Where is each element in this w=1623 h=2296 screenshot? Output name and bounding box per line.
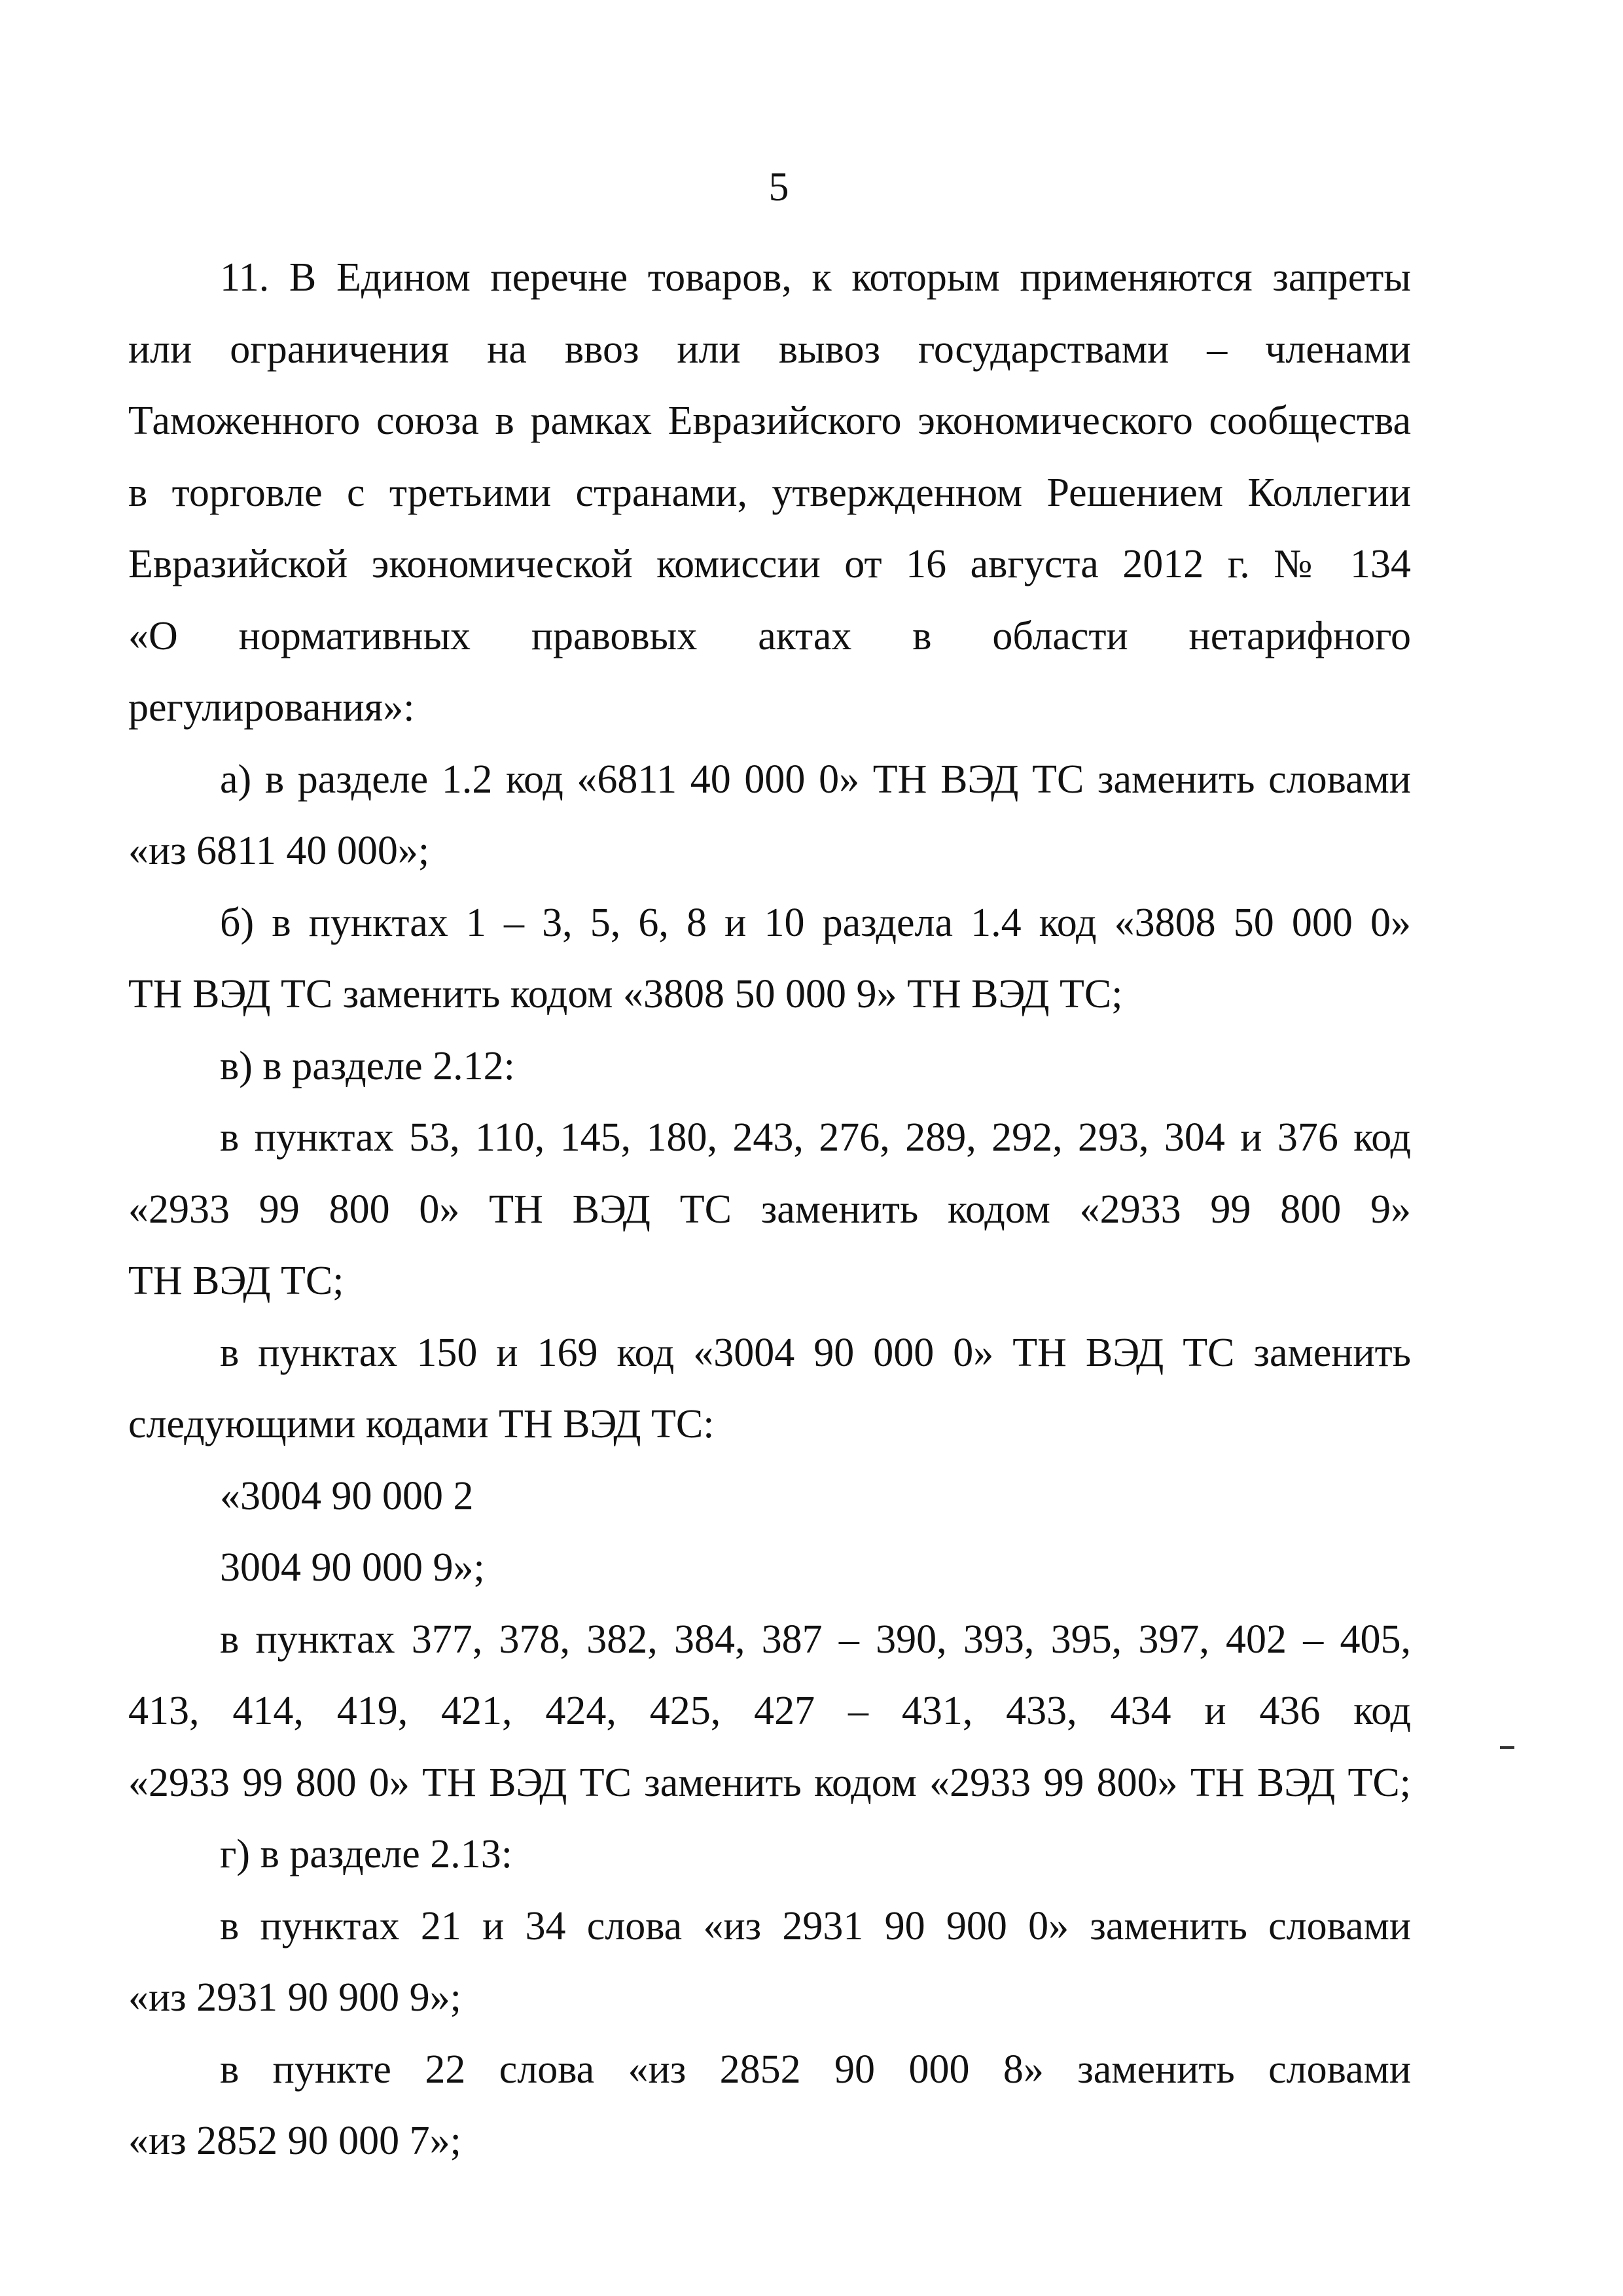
text-line: в пунктах 150 и 169 код «3004 90 000 0» ТН ВЭД ТС заменить xyxy=(220,1330,1411,1375)
text-line: «2933 99 800 0» ТН ВЭД ТС заменить кодом «2933 99 800 9» xyxy=(128,1187,1411,1232)
text-line: «из 2931 90 900 9»; xyxy=(128,1975,461,2020)
text-line: в торговле с третьими странами, утвержденном Решением Коллегии xyxy=(128,470,1411,515)
text-line: 11. В Едином перечне товаров, к которым применяются запреты xyxy=(220,255,1411,300)
page-number: 5 xyxy=(768,165,789,209)
text-line: «О нормативных правовых актах в области нетарифного xyxy=(128,613,1411,658)
text-line: «из 2852 90 000 7»; xyxy=(128,2119,461,2163)
margin-mark xyxy=(1500,1746,1514,1749)
text-line: в) в разделе 2.12: xyxy=(220,1043,515,1088)
text-line: 413, 414, 419, 421, 424, 425, 427 – 431, 433, 434 и 436 код xyxy=(128,1689,1411,1733)
text-line: 3004 90 000 9»; xyxy=(220,1545,485,1590)
text-line: «3004 90 000 2 xyxy=(220,1473,474,1518)
document-body xyxy=(128,242,1411,2178)
text-line: в пунктах 377, 378, 382, 384, 387 – 390, 393, 395, 397, 402 – 405, xyxy=(220,1617,1411,1662)
text-line: Евразийской экономической комиссии от 16 августа 2012 г. № 134 xyxy=(128,542,1411,586)
text-line: Таможенного союза в рамках Евразийского экономического сообщества xyxy=(128,399,1411,443)
text-line: в пункте 22 слова «из 2852 90 000 8» заменить словами xyxy=(220,2047,1411,2092)
text-line: «из 6811 40 000»; xyxy=(128,829,430,873)
text-line: ТН ВЭД ТС; xyxy=(128,1259,344,1303)
text-line: в пунктах 53, 110, 145, 180, 243, 276, 289, 292, 293, 304 и 376 код xyxy=(220,1115,1411,1160)
text-line: г) в разделе 2.13: xyxy=(220,1832,512,1876)
text-line: в пунктах 21 и 34 слова «из 2931 90 900 0» заменить словами xyxy=(220,1903,1411,1948)
text-line: или ограничения на ввоз или вывоз государствами – членами xyxy=(128,327,1411,372)
text-line: ТН ВЭД ТС заменить кодом «3808 50 000 9» ТН ВЭД ТС; xyxy=(128,972,1123,1016)
text-line: регулирования»: xyxy=(128,685,415,730)
text-line: б) в пунктах 1 – 3, 5, 6, 8 и 10 раздела 1.4 код «3808 50 000 0» xyxy=(220,900,1411,945)
text-line: а) в разделе 1.2 код «6811 40 000 0» ТН ВЭД ТС заменить словами xyxy=(220,757,1411,802)
text-line: «2933 99 800 0» ТН ВЭД ТС заменить кодом «2933 99 800» ТН ВЭД ТС; xyxy=(128,1760,1411,1805)
text-line: следующими кодами ТН ВЭД ТС: xyxy=(128,1402,715,1446)
